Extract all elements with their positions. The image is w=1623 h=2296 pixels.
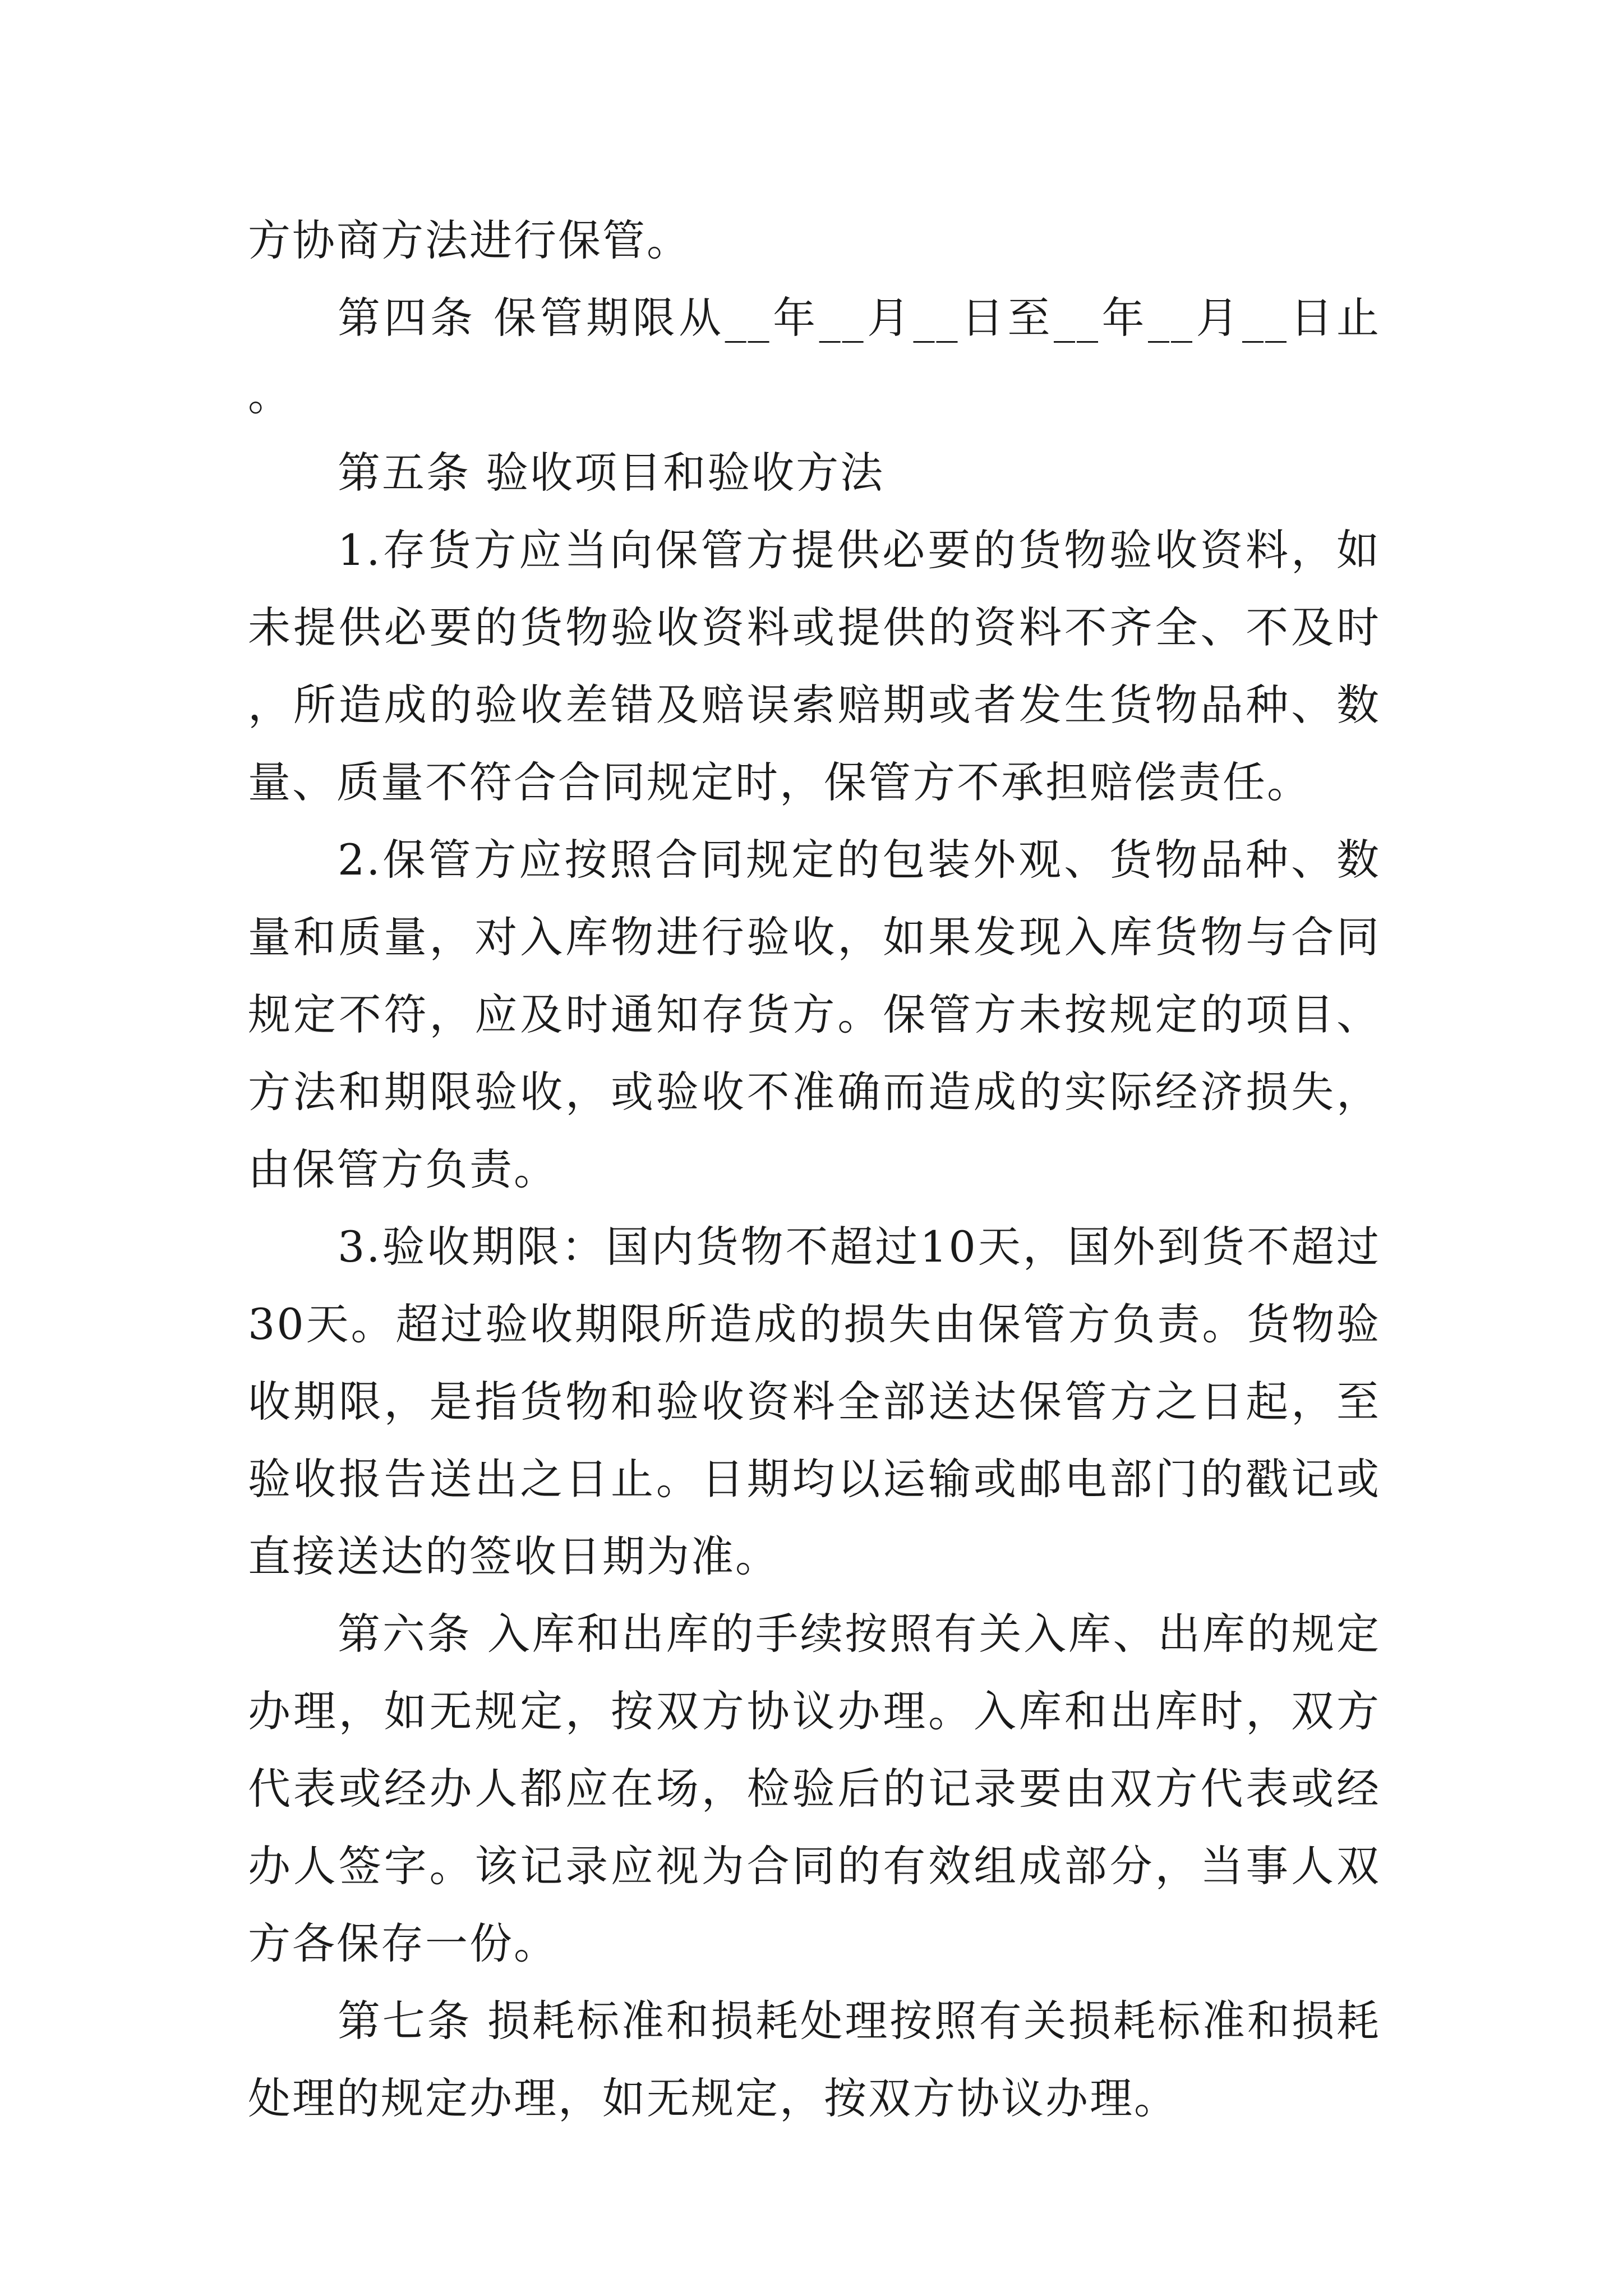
paragraph-article-6: 第六条 入库和出库的手续按照有关入库、出库的规定办理，如无规定，按双方协议办理。入库和出库时，双方代表或经办人都应在场，检验后的记录要由双方代表或经办人签字。该记录应视为合同的有效组成部分，当事人双方各保存一份。 — [248, 1609, 1381, 1968]
paragraph-article-5-item-3: 3.验收期限：国内货物不超过10天，国外到货不超过30天。超过验收期限所造成的损失由保管方负责。货物验收期限，是指货物和验收资料全部送达保管方之日起，至验收报告送出之日止。日期均以运输或邮电部门的戳记或直接送达的签收日期为准。 — [248, 1222, 1381, 1581]
paragraph-article-7: 第七条 损耗标准和损耗处理按照有关损耗标准和损耗处理的规定办理，如无规定，按双方协议办理。 — [248, 1996, 1381, 2123]
document-body — [248, 202, 1381, 2137]
paragraph-continuation: 方协商方法进行保管。 — [248, 215, 691, 265]
paragraph-article-5-item-2: 2.保管方应按照合同规定的包装外观、货物品种、数量和质量，对入库物进行验收，如果发现入库货物与合同规定不符，应及时通知存货方。保管方未按规定的项目、方法和期限验收，或验收不准确而造成的实际经济损失，由保管方负责。 — [248, 835, 1381, 1194]
paragraph-article-5-item-1: 1.存货方应当向保管方提供必要的货物验收资料，如未提供必要的货物验收资料或提供的资料不齐全、不及时，所造成的验收差错及赔误索赔期或者发生货物品种、数量、质量不符合合同规定时，保管方不承担赔偿责任。 — [248, 525, 1381, 807]
paragraph-article-5-heading: 第五条 验收项目和验收方法 — [338, 448, 885, 498]
paragraph-article-4: 第四条 保管期限从__年__月__日至__年__月__日止。 — [248, 293, 1381, 420]
